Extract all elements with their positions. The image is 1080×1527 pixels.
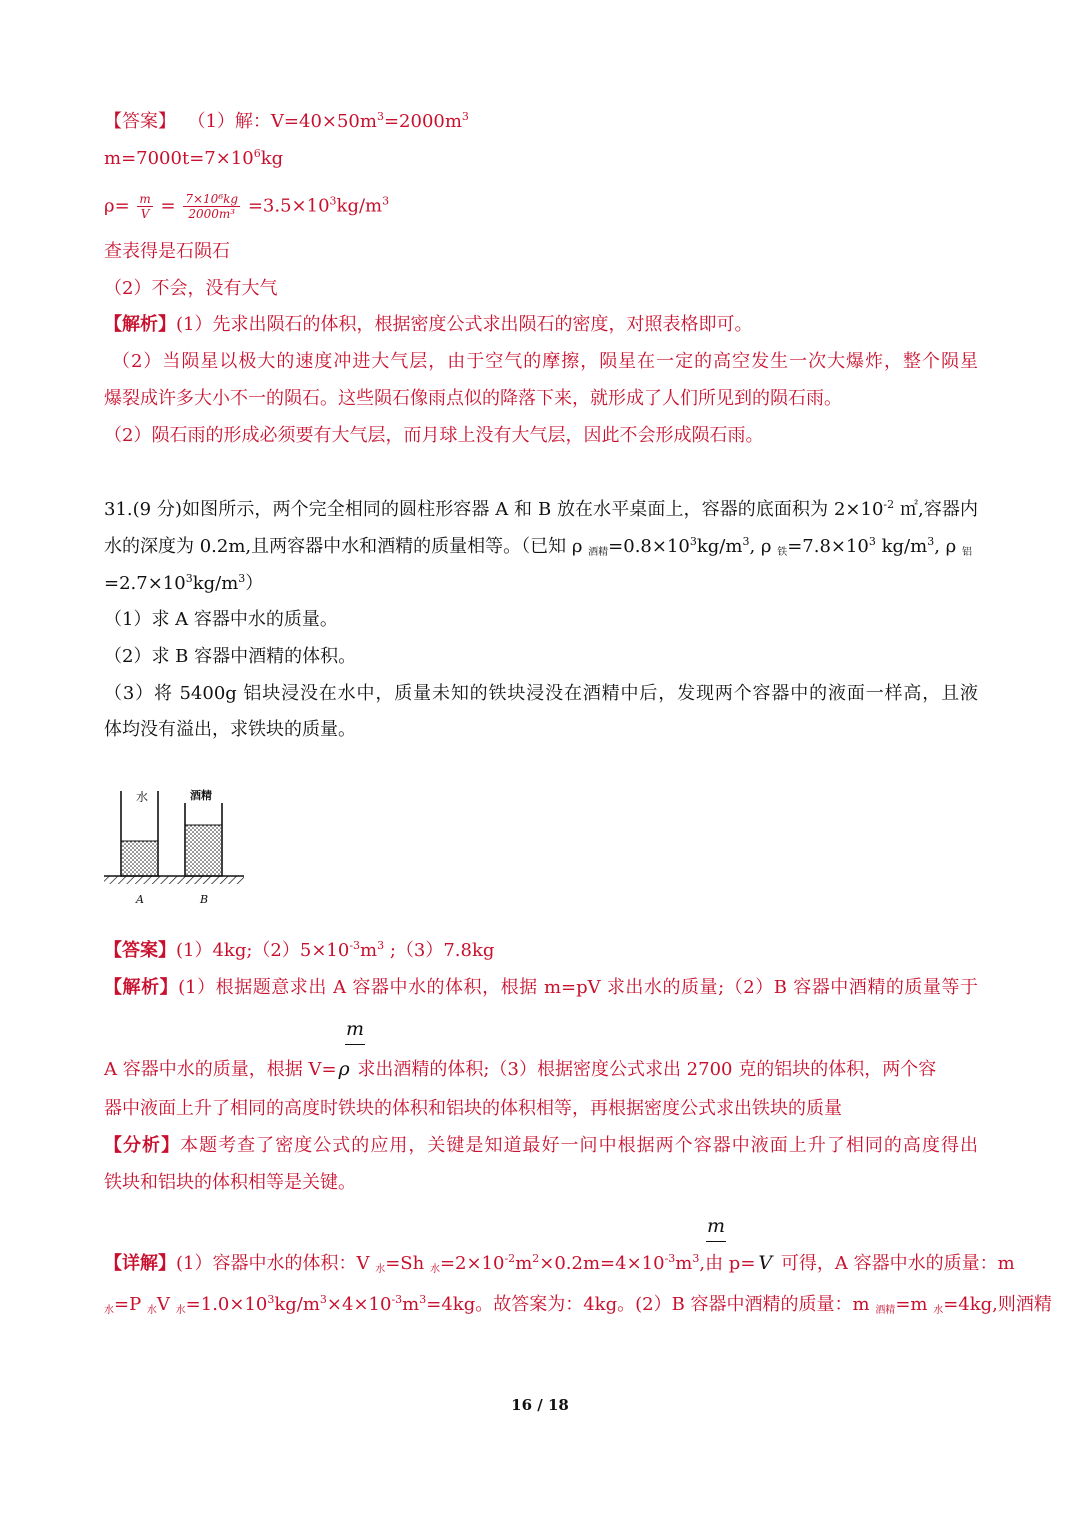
containers-figure	[100, 783, 250, 908]
analysis2-line-2: A 容器中水的质量，根据 V= ρ 求出酒精的体积;（3）根据密度公式求出 2700 克的铝块的体积，两个容	[104, 1058, 937, 1080]
page-number: 16 / 18	[511, 1396, 569, 1414]
question-31-part-3-line-1: （3）将 5400g 铝块浸没在水中，质量未知的铁块浸没在酒精中后，发现两个容器中的液面一样高，且液	[104, 683, 978, 704]
question-31-line-3: $=2.7\times 10^3kg/m^3$）	[104, 572, 264, 594]
analysis-line-1: 【解析】(1）先求出陨石的体积，根据密度公式求出陨石的密度，对照表格即可。	[104, 314, 753, 335]
analysis-line-4: （2）陨石雨的形成必须要有大气层，而月球上没有大气层，因此不会形成陨石雨。	[104, 425, 764, 446]
question-31-part-3-line-2: 体均没有溢出，求铁块的质量。	[104, 719, 356, 740]
question-31-line-2: 水的深度为 0.2m,且两容器中水和酒精的质量相等。（已知 ρ $_{酒精}=0.8\times 10^3kg/m^3$, ρ $_铁=7.8\times 10^3$ $kg/m^3$, ρ $_铝$	[104, 535, 972, 558]
question-31-part-1: （1）求 A 容器中水的质量。	[104, 609, 338, 630]
fraction-m-over-rho-num: m	[346, 1018, 365, 1040]
fraction-bar-2	[706, 1241, 726, 1242]
analysis-line-2: （2）当陨星以极大的速度冲进大气层，由于空气的摩擦，陨星在一定的高空发生一次大爆炸，整个陨星	[112, 351, 978, 372]
fenxi-line-2: 铁块和铝块的体积相等是关键。	[104, 1172, 356, 1193]
label-water: 水	[136, 790, 149, 804]
question-31-part-2: （2）求 B 容器中酒精的体积。	[104, 646, 357, 667]
fraction-bar	[345, 1044, 365, 1045]
answer-tag: 【答案】	[104, 111, 176, 132]
answer-line-2: $m=7000t=7\times 10^6kg$	[104, 147, 284, 169]
alcohol-liquid	[186, 825, 221, 876]
analysis2-line-1: 【解析】(1）根据题意求出 A 容器中水的体积，根据 m=pV 求出水的质量;（2）B 容器中酒精的质量等于	[104, 977, 979, 998]
answer-line-3-formula: ρ= $\frac{m}{V}$ = $\frac{\text{7×10⁶kg}}{\text{2000m³}}$ $=3.5\times 10^3kg/m^3$	[104, 192, 390, 221]
analysis2-line-3: 器中液面上升了相同的高度时铁块的体积和铝块的体积相等，再根据密度公式求出铁块的质量	[104, 1098, 842, 1119]
question-31-line-1: 31.(9 分)如图所示，两个完全相同的圆柱形容器 A 和 B 放在水平桌面上，容器的底面积为 $2\times 10^{-2}$ ㎡,容器内	[104, 498, 978, 520]
water-liquid	[122, 841, 157, 876]
label-b: B	[200, 893, 209, 906]
fraction-m-over-v: $\frac{m}{V}$	[139, 192, 151, 221]
answer-line-5: （2）不会，没有大气	[104, 278, 278, 299]
fenxi-line-1: 【分析】本题考查了密度公式的应用，关键是知道最好一问中根据两个容器中液面上升了相同的高度得出	[104, 1135, 979, 1156]
answer-line-1: 【答案】 （1）解：$V=40\times 50m^3=2000m^3$	[104, 110, 469, 132]
label-a: A	[136, 893, 144, 906]
fraction-mass-over-volume: $\frac{\text{7×10⁶kg}}{\text{2000m³}}$	[185, 192, 239, 221]
answer-line-4: 查表得是石陨石	[104, 241, 230, 262]
xiangjie-line-2: $_水$=P $_水$V $_水=1.0\times 10^3kg/m^3\times 4\times 10^{-3}m^3=4kg$。故答案为：4kg。(2）B 容器中酒精的质量：m $_{酒精}$=m $_水$=4kg,则酒精	[104, 1293, 1052, 1316]
xiangjie-line-1: 【详解】(1）容器中水的体积：V $_水$=Sh $_水=2\times 10^{-2}m^2\times 0.2m=4\times 10^{-3}m^3$,由 p= V 可得，A 容器中水的质量：m	[104, 1252, 1015, 1275]
label-alcohol: 酒精	[190, 789, 212, 802]
answer2-line: 【答案】$(1)4kg;(2)5\times 10^{-3}m^3$ ;（3）7.8kg	[104, 939, 495, 961]
table-surface	[104, 876, 244, 884]
fraction-m-over-v-num: m	[707, 1215, 726, 1237]
analysis-line-3: 爆裂成许多大小不一的陨石。这些陨石像雨点似的降落下来，就形成了人们所见到的陨石雨。	[104, 388, 842, 409]
